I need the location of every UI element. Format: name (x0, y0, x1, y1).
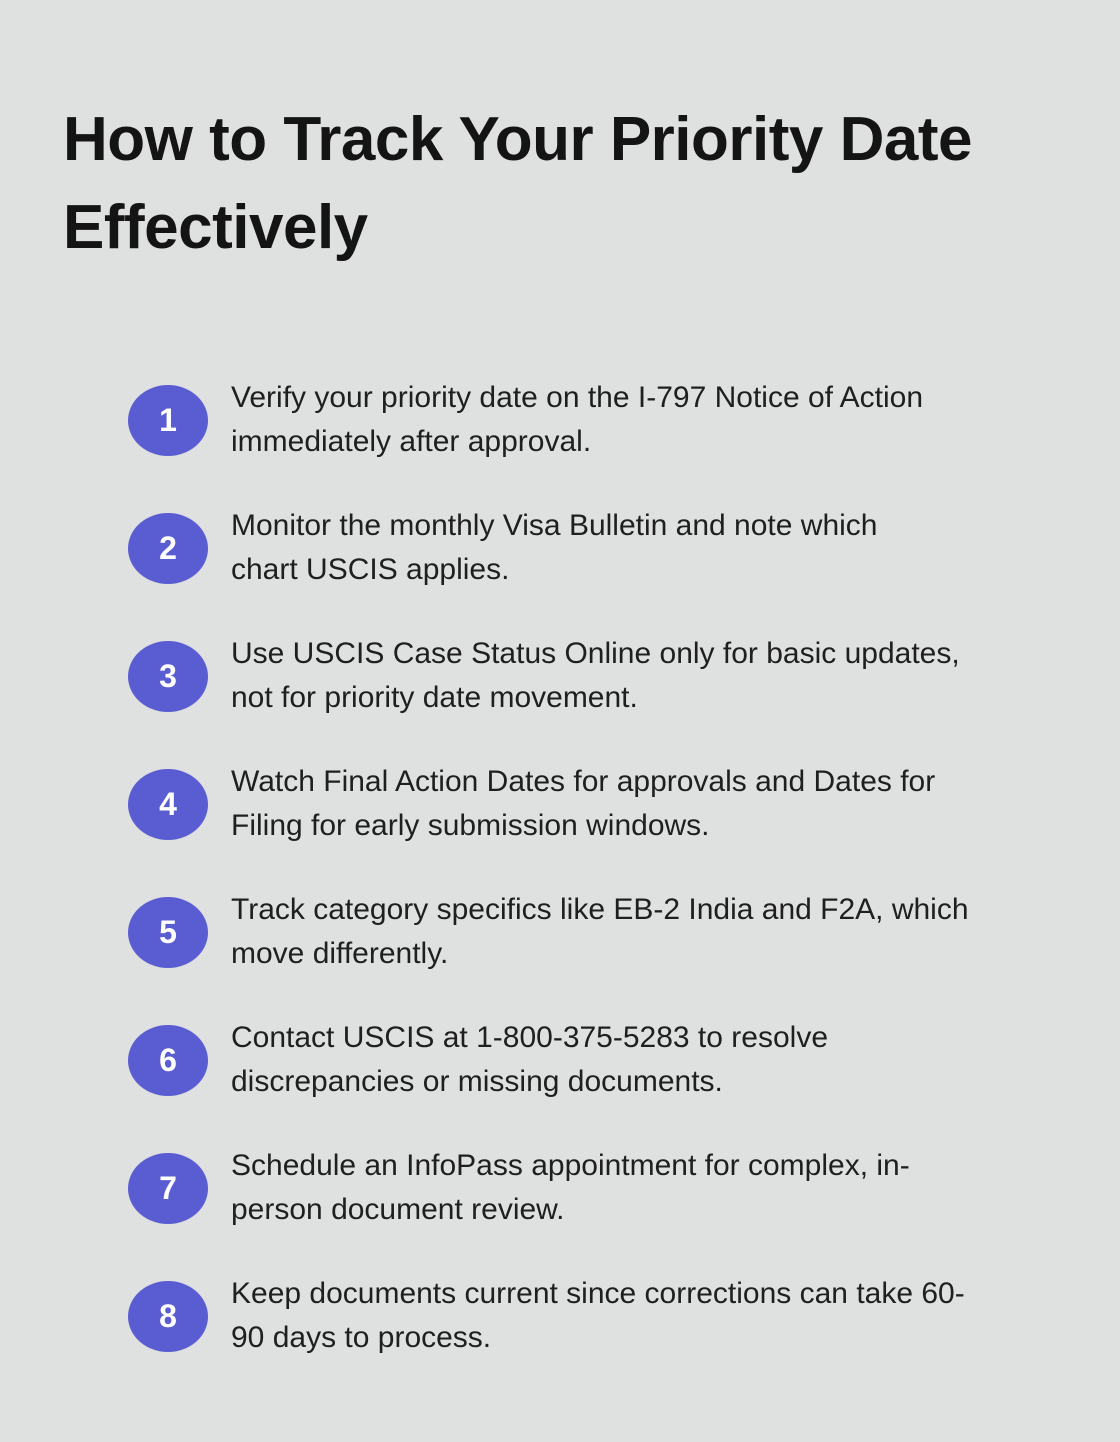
step-text (231, 760, 935, 848)
step-line: discrepancies or missing documents. (231, 1065, 723, 1098)
step-text (231, 1272, 965, 1360)
step-line: 90 days to process. (231, 1321, 492, 1354)
step-line: Verify your priority date on the I-797 Notice of Action (231, 381, 924, 414)
step-badge (128, 769, 208, 840)
step-line: Keep documents current since corrections can take 60- (231, 1277, 965, 1310)
step-item (128, 1144, 1080, 1232)
step-item (128, 760, 1080, 848)
step-badge (128, 641, 208, 712)
step-text (231, 376, 923, 464)
step-line: Contact USCIS at 1-800-375-5283 to resolve (231, 1021, 828, 1054)
step-number: 3 (159, 657, 177, 694)
step-line: Watch Final Action Dates for approvals and Dates for (231, 765, 936, 798)
step-number: 7 (159, 1169, 177, 1206)
step-number: 8 (159, 1297, 177, 1334)
step-item (128, 632, 1080, 720)
steps-list (128, 376, 1080, 1360)
step-number: 5 (159, 913, 177, 950)
step-item (128, 888, 1080, 976)
step-item (128, 504, 1080, 592)
step-item (128, 1016, 1080, 1104)
step-text (231, 504, 877, 592)
step-line: chart USCIS applies. (231, 553, 510, 586)
step-line: Monitor the monthly Visa Bulletin and note which (231, 509, 878, 542)
step-text (231, 888, 969, 976)
step-number: 6 (159, 1041, 177, 1078)
step-badge (128, 1281, 208, 1352)
step-line: person document review. (231, 1193, 565, 1226)
step-text (231, 1016, 828, 1104)
step-item (128, 1272, 1080, 1360)
step-badge (128, 385, 208, 456)
page-title: How to Track Your Priority Date Effectively (63, 105, 972, 262)
step-line: move differently. (231, 937, 449, 970)
step-text (231, 632, 960, 720)
step-line: immediately after approval. (231, 425, 592, 458)
step-number: 1 (159, 401, 177, 438)
step-line: not for priority date movement. (231, 681, 638, 714)
step-badge (128, 897, 208, 968)
step-line: Use USCIS Case Status Online only for basic updates, (231, 637, 960, 670)
step-badge (128, 1025, 208, 1096)
step-item (128, 376, 1080, 464)
step-badge (128, 1153, 208, 1224)
step-badge (128, 513, 208, 584)
step-number: 4 (159, 785, 177, 822)
step-number: 2 (159, 529, 177, 566)
step-line: Track category specifics like EB-2 India and F2A, which (231, 893, 969, 926)
step-line: Schedule an InfoPass appointment for complex, in- (231, 1149, 910, 1182)
step-text (231, 1144, 910, 1232)
step-line: Filing for early submission windows. (231, 809, 710, 842)
